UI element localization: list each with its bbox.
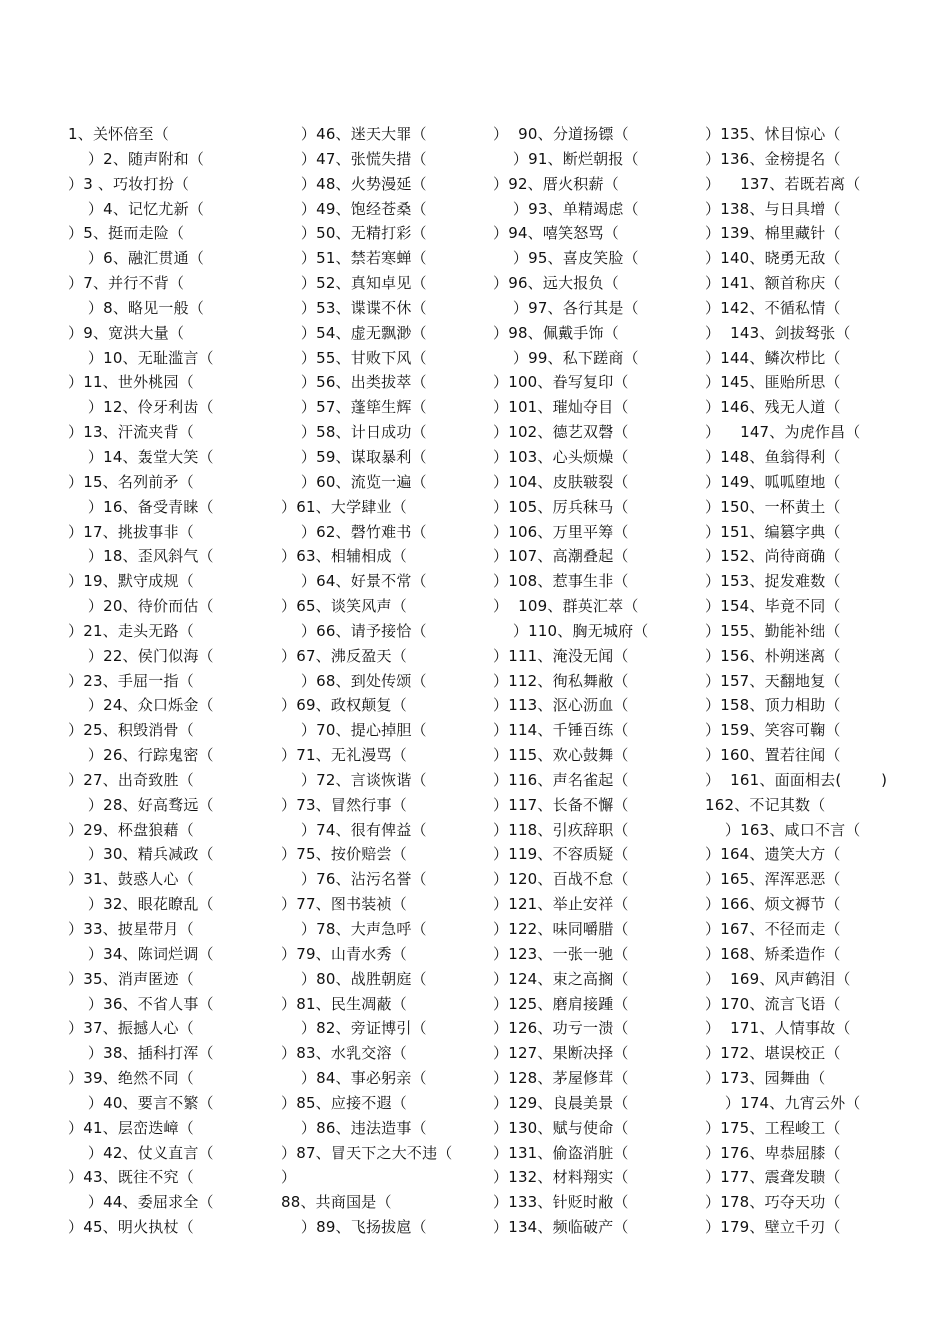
idiom-entry-line: ）128、茅屋修茸（	[493, 1069, 629, 1088]
idiom-entry-line: ）3 、巧妆打扮（	[68, 174, 190, 193]
idiom-entry-line: ）10、无耻滥言（	[68, 348, 214, 367]
idiom-entry-line: ）158、顶力相助（	[705, 696, 841, 715]
idiom-entry-line: ）138、与日具增（	[705, 199, 841, 218]
idiom-entry-line: ）47、张慌失措（	[281, 149, 427, 168]
idiom-entry-line: ）101、璀灿夺目（	[493, 398, 629, 417]
idiom-entry-line: ）173、园舞曲（	[705, 1069, 826, 1088]
idiom-entry-line: ）164、遗笑大方（	[705, 845, 841, 864]
idiom-entry-line: ）95、喜皮笑脸（	[493, 249, 639, 268]
idiom-entry-line: ）83、水乳交溶（	[281, 1044, 407, 1063]
idiom-entry-line: ）51、禁若寒蝉（	[281, 249, 427, 268]
idiom-entry-line: ）62、磬竹难书（	[281, 522, 427, 541]
idiom-entry-line: ）49、饱经苍桑（	[281, 199, 427, 218]
idiom-entry-line: ）104、皮肤皲裂（	[493, 472, 629, 491]
idiom-entry-line: ）165、浑浑恶恶（	[705, 870, 841, 889]
idiom-entry-line: ）148、鱼翁得利（	[705, 447, 841, 466]
idiom-entry-line: ）84、事必躬亲（	[281, 1069, 427, 1088]
idiom-entry-line: ）106、万里平筹（	[493, 522, 629, 541]
idiom-entry-line: ）96、远大报负（	[493, 274, 619, 293]
idiom-entry-line: ）139、棉里藏针（	[705, 224, 841, 243]
idiom-entry-line: ）15、名列前矛（	[68, 472, 194, 491]
idiom-entry-line: ）94、嘻笑怒骂（	[493, 224, 619, 243]
idiom-entry-line: ）98、佩戴手饰（	[493, 323, 619, 342]
idiom-entry-line: ）142、不循私情（	[705, 298, 841, 317]
idiom-entry-line: ）7、并行不背（	[68, 274, 185, 293]
idiom-entry-line: ）86、违法造事（	[281, 1118, 427, 1137]
idiom-entry-line: ）111、淹没无闻（	[493, 646, 629, 665]
idiom-entry-line: ）39、绝然不同（	[68, 1069, 194, 1088]
idiom-entry-line: ）68、到处传颂（	[281, 671, 427, 690]
idiom-entry-line: ）130、赋与使命（	[493, 1118, 629, 1137]
idiom-entry-line: ） 90、分道扬镖（	[493, 125, 629, 143]
idiom-entry-line: ）172、堪误校正（	[705, 1044, 841, 1063]
idiom-entry-line: ）22、侯门似海（	[68, 646, 214, 665]
idiom-entry-line: ） 143、剑拔驽张（	[705, 323, 851, 342]
idiom-entry-line: ）31、鼓惑人心（	[68, 870, 194, 889]
idiom-entry-line: ）110、胸无城府（	[493, 621, 649, 640]
idiom-entry-line: ）119、不容质疑（	[493, 845, 629, 864]
idiom-entry-line: ）17、挑拔事非（	[68, 522, 194, 541]
idiom-entry-line: ）160、置若往闻（	[705, 746, 841, 765]
idiom-entry-line: ）114、千锤百练（	[493, 721, 629, 740]
idiom-entry-line: ）85、应接不遐（	[281, 1093, 407, 1112]
idiom-entry-line: ）144、鳞次栉比（	[705, 348, 841, 367]
idiom-entry-line: ）136、金榜提名（	[705, 149, 841, 168]
idiom-entry-line: ）27、出奇致胜（	[68, 770, 194, 789]
idiom-entry-line: ）133、针贬时敝（	[493, 1193, 629, 1212]
idiom-entry-line: ）54、虚无飘渺（	[281, 323, 427, 342]
idiom-entry-line: ）65、谈笑风声（	[281, 597, 407, 616]
worksheet-column-1	[68, 122, 280, 1240]
idiom-entry-line: ）42、仗义直言（	[68, 1143, 214, 1162]
idiom-entry-line: ）167、不径而走（	[705, 920, 841, 938]
idiom-entry-line: ）25、积毁消骨（	[68, 721, 194, 740]
idiom-entry-line: ）140、晓勇无敌（	[705, 249, 841, 268]
idiom-entry-line: ）20、待价而估（	[68, 597, 214, 616]
idiom-entry-line: ）120、百战不怠（	[493, 870, 629, 889]
idiom-entry-line: 162、不记其数（	[705, 795, 826, 814]
idiom-entry-line: ）80、战胜朝庭（	[281, 969, 427, 988]
idiom-entry-line: ）61、大学肆业（	[281, 497, 407, 516]
idiom-entry-line: ）36、不省人事（	[68, 994, 214, 1013]
idiom-entry-line: ）79、山青水秀（	[281, 944, 407, 963]
idiom-entry-line: ）18、歪风斜气（	[68, 547, 214, 566]
idiom-entry-line: ）63、相辅相成（	[281, 547, 407, 566]
idiom-entry-line: ）55、甘败下风（	[281, 348, 427, 367]
idiom-entry-line: ）60、流览一遍（	[281, 472, 427, 491]
worksheet-column-3	[493, 122, 705, 1240]
idiom-entry-line: ）37、振撼人心（	[68, 1019, 194, 1038]
idiom-entry-line: ）52、真知卓见（	[281, 274, 427, 293]
idiom-entry-line: ）6、融汇贯通（	[68, 249, 205, 268]
idiom-entry-line: ）150、一杯黄土（	[705, 497, 841, 516]
idiom-entry-line: ）141、额首称庆（	[705, 274, 841, 293]
idiom-entry-line: ）8、略见一般（	[68, 298, 205, 317]
idiom-entry-line: ） 171、人情事故（	[705, 1019, 851, 1038]
idiom-entry-line: ）48、火势漫延（	[281, 174, 427, 193]
idiom-entry-line: ）170、流言飞语（	[705, 994, 841, 1013]
idiom-entry-line: ）76、沾污名誉（	[281, 870, 427, 889]
idiom-entry-line: ） 161、面面相去( )	[705, 770, 888, 789]
idiom-entry-line: ） 109、群英汇萃（	[493, 597, 639, 616]
idiom-entry-line: ）46、迷天大罪（	[281, 125, 427, 143]
idiom-entry-line: ）23、手屈一指（	[68, 671, 194, 690]
idiom-entry-line: ）13、汗流夹背（	[68, 423, 194, 442]
idiom-entry-line: ）89、飞扬拔扈（	[281, 1218, 427, 1237]
idiom-entry-line: ）72、言谈恢谐（	[281, 770, 427, 789]
idiom-entry-line: ）9、宽洪大量（	[68, 323, 185, 342]
idiom-entry-line: ）87、冒天下之大不违（	[281, 1143, 453, 1162]
idiom-entry-line: ） 169、风声鹤泪（	[705, 969, 851, 988]
idiom-entry-line: ）175、工程峻工（	[705, 1118, 841, 1137]
idiom-entry-line: ）146、残无人道（	[705, 398, 841, 417]
idiom-entry-line: ）131、偷盗消脏（	[493, 1143, 629, 1162]
worksheet-column-4	[705, 122, 917, 1240]
idiom-entry-line: ）129、良晨美景（	[493, 1093, 629, 1112]
idiom-entry-line: ）69、政权颠复（	[281, 696, 407, 715]
idiom-entry-line: ）35、消声匿迹（	[68, 969, 194, 988]
idiom-entry-line: ） 147、为虎作昌（	[705, 423, 861, 442]
idiom-entry-line: ）40、要言不繁（	[68, 1093, 214, 1112]
idiom-entry-line: ）70、提心掉胆（	[281, 721, 427, 740]
idiom-entry-line: ）45、明火执杖（	[68, 1218, 194, 1237]
idiom-entry-line: ）4、记忆尤新（	[68, 199, 205, 218]
idiom-entry-line: ）91、断烂朝报（	[493, 149, 639, 168]
idiom-entry-line: ）176、卑恭屈膝（	[705, 1143, 841, 1162]
idiom-entry-line: ）32、眼花瞭乱（	[68, 895, 214, 914]
idiom-entry-line: ）29、杯盘狼藉（	[68, 820, 194, 839]
worksheet-column-2	[281, 122, 493, 1240]
idiom-entry-line: ）154、毕竟不同（	[705, 597, 841, 616]
idiom-entry-line: ）155、勤能补绌（	[705, 621, 841, 640]
idiom-entry-line: ）152、尚待商确（	[705, 547, 841, 566]
idiom-entry-line: ）157、天翻地复（	[705, 671, 841, 690]
idiom-entry-line: ）118、引疚辞职（	[493, 820, 629, 839]
idiom-entry-line: ）145、匪贻所思（	[705, 373, 841, 392]
idiom-entry-line: ）174、九宵云外（	[705, 1093, 861, 1112]
idiom-entry-line: ）2、随声附和（	[68, 149, 205, 168]
idiom-entry-line: ）81、民生凋蔽（	[281, 994, 407, 1013]
idiom-entry-line: ）123、一张一驰（	[493, 944, 629, 963]
idiom-entry-line: ）41、层峦迭嶂（	[68, 1118, 194, 1137]
idiom-entry-line: ）124、束之高搁（	[493, 969, 629, 988]
idiom-entry-line: ）97、各行其是（	[493, 298, 639, 317]
idiom-entry-line: ）26、行踪鬼密（	[68, 746, 214, 765]
idiom-entry-line: ）103、心头烦燥（	[493, 447, 629, 466]
idiom-entry-line: ）58、计日成功（	[281, 423, 427, 442]
idiom-entry-line: ）	[281, 1168, 297, 1187]
idiom-entry-line: ）127、果断决择（	[493, 1044, 629, 1063]
idiom-entry-line: ）53、谍谍不休（	[281, 298, 427, 317]
idiom-entry-line: ）166、烦文褥节（	[705, 895, 841, 914]
idiom-entry-line: ）112、徇私舞敝（	[493, 671, 629, 690]
idiom-entry-line: ）105、厉兵秣马（	[493, 497, 629, 516]
idiom-entry-line: ）38、插科打浑（	[68, 1044, 214, 1063]
idiom-entry-line: ）132、材料翔实（	[493, 1168, 629, 1187]
idiom-entry-line: ）153、捉发难数（	[705, 572, 841, 591]
idiom-entry-line: ）11、世外桃园（	[68, 373, 194, 392]
idiom-entry-line: ）56、出类拔萃（	[281, 373, 427, 392]
idiom-entry-line: ）177、震聋发聩（	[705, 1168, 841, 1187]
idiom-entry-line: ）30、精兵减政（	[68, 845, 214, 864]
idiom-entry-line: ）12、伶牙利齿（	[68, 398, 214, 417]
idiom-entry-line: ）14、轰堂大笑（	[68, 447, 214, 466]
idiom-entry-line: ）135、怵目惊心（	[705, 125, 841, 143]
idiom-entry-line: ）74、很有俾益（	[281, 820, 427, 839]
idiom-entry-line: ）99、私下蹉商（	[493, 348, 639, 367]
idiom-entry-line: ）93、单精竭虑（	[493, 199, 639, 218]
idiom-entry-line: ）149、呱呱堕地（	[705, 472, 841, 491]
idiom-entry-line: ）102、德艺双磬（	[493, 423, 629, 442]
idiom-entry-line: ）107、高潮叠起（	[493, 547, 629, 566]
idiom-entry-line: ）151、编篡字典（	[705, 522, 841, 541]
idiom-entry-line: ）113、沤心沥血（	[493, 696, 629, 715]
idiom-entry-line: ）78、大声急呼（	[281, 920, 427, 938]
idiom-entry-line: ）73、冒然行事（	[281, 795, 407, 814]
idiom-entry-line: 1、关怀倍至（	[68, 125, 169, 143]
idiom-entry-line: ）75、按价赔尝（	[281, 845, 407, 864]
idiom-entry-line: ） 137、若既若离（	[705, 174, 861, 193]
idiom-entry-line: ）108、惹事生非（	[493, 572, 629, 591]
idiom-entry-line: 88、共商国是（	[281, 1193, 392, 1212]
idiom-entry-line: ）92、厝火积薪（	[493, 174, 619, 193]
idiom-entry-line: ）5、挺而走险（	[68, 224, 185, 243]
idiom-entry-line: ）59、谋取暴利（	[281, 447, 427, 466]
idiom-entry-line: ）100、眷写复印（	[493, 373, 629, 392]
idiom-entry-line: ）179、壁立千刃（	[705, 1218, 841, 1237]
idiom-entry-line: ）178、巧夺天功（	[705, 1193, 841, 1212]
idiom-entry-line: ）117、长备不懈（	[493, 795, 629, 814]
idiom-entry-line: ）21、走头无路（	[68, 621, 194, 640]
idiom-entry-line: ）82、旁证博引（	[281, 1019, 427, 1038]
idiom-entry-line: ）43、既往不究（	[68, 1168, 194, 1187]
idiom-entry-line: ）19、默守成规（	[68, 572, 194, 591]
idiom-entry-line: ）44、委屈求全（	[68, 1193, 214, 1212]
idiom-entry-line: ）57、蓬筚生辉（	[281, 398, 427, 417]
idiom-entry-line: ）50、无精打彩（	[281, 224, 427, 243]
idiom-entry-line: ）125、磨肩接踵（	[493, 994, 629, 1013]
idiom-entry-line: ）121、举止安祥（	[493, 895, 629, 914]
idiom-entry-line: ）134、频临破产（	[493, 1218, 629, 1237]
idiom-entry-line: ）33、披星带月（	[68, 920, 194, 938]
idiom-entry-line: ）24、众口烁金（	[68, 696, 214, 715]
idiom-entry-line: ）126、功亏一溃（	[493, 1019, 629, 1038]
idiom-entry-line: ）67、沸反盈天（	[281, 646, 407, 665]
idiom-entry-line: ）77、图书装祯（	[281, 895, 407, 914]
idiom-entry-line: ）64、好景不常（	[281, 572, 427, 591]
idiom-entry-line: ）159、笑容可鞠（	[705, 721, 841, 740]
idiom-entry-line: ）116、声名雀起（	[493, 770, 629, 789]
idiom-entry-line: ）66、请予接恰（	[281, 621, 427, 640]
idiom-entry-line: ）156、朴朔迷离（	[705, 646, 841, 665]
idiom-entry-line: ）28、好高骛远（	[68, 795, 214, 814]
idiom-entry-line: ）115、欢心鼓舞（	[493, 746, 629, 765]
idiom-entry-line: ）34、陈词烂调（	[68, 944, 214, 963]
idiom-entry-line: ）168、矫柔造作（	[705, 944, 841, 963]
idiom-entry-line: ）71、无礼漫骂（	[281, 746, 407, 765]
idiom-entry-line: ）122、味同嚼腊（	[493, 920, 629, 938]
idiom-entry-line: ）163、咸口不言（	[705, 820, 861, 839]
idiom-entry-line: ）16、备受青睐（	[68, 497, 214, 516]
